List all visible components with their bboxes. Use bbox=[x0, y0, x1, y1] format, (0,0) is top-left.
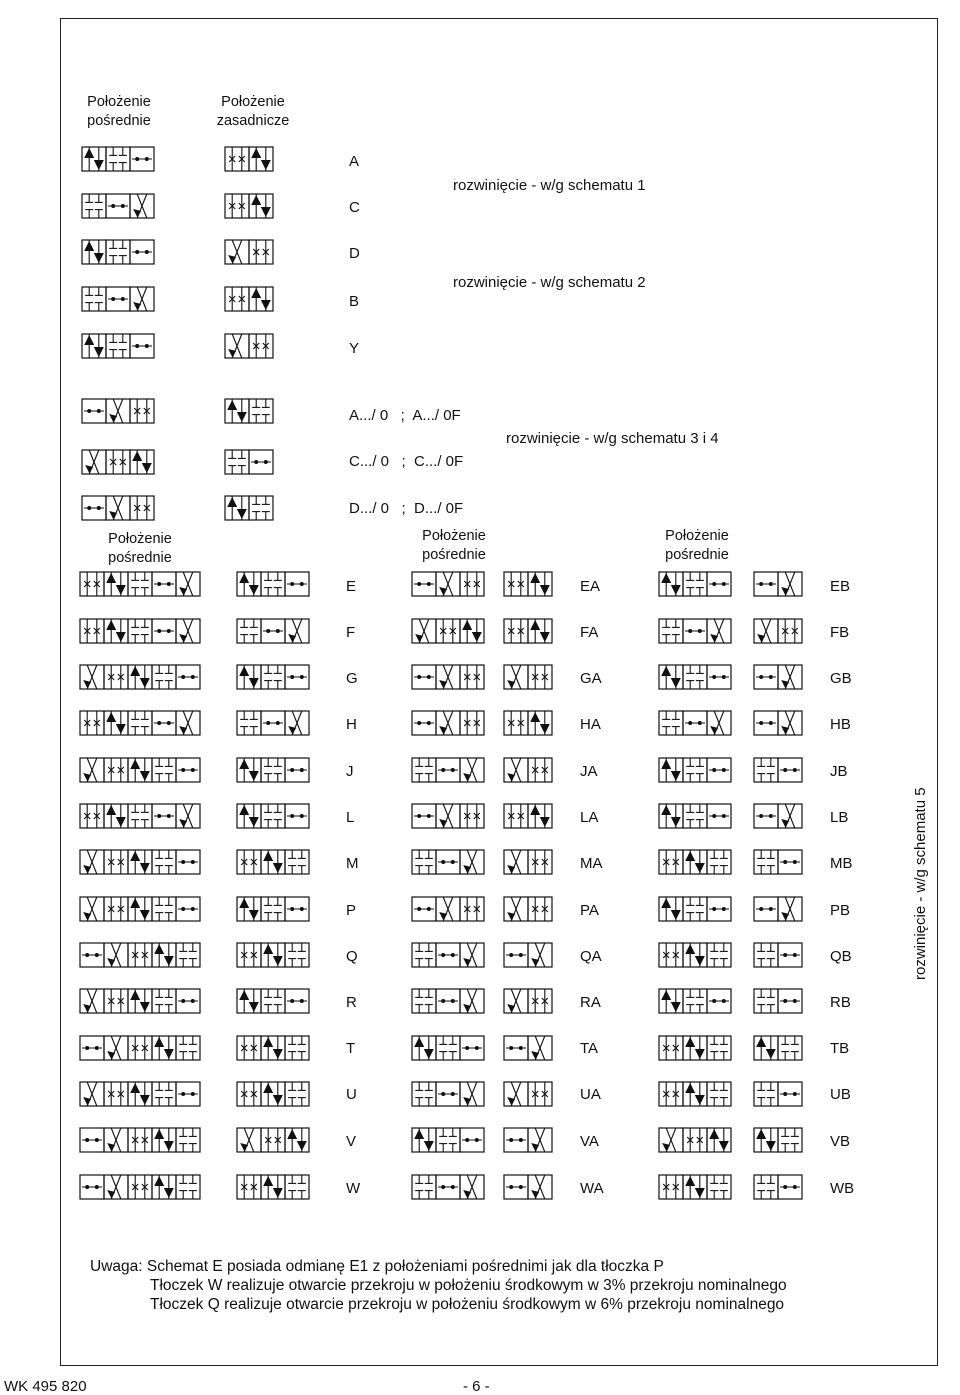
code-RB: RB bbox=[830, 994, 851, 1011]
valve-symbol-grid bbox=[655, 617, 735, 647]
code-M: M bbox=[346, 855, 359, 872]
code-A: A bbox=[349, 153, 360, 170]
code-FA: FA bbox=[580, 624, 599, 641]
code-HA: HA bbox=[580, 716, 601, 733]
valve-symbol-grid bbox=[655, 756, 735, 786]
valve-symbol-grid bbox=[500, 756, 556, 786]
valve-symbol-grid bbox=[655, 1173, 735, 1203]
valve-symbol-grid bbox=[655, 1126, 735, 1156]
code-line-A: A.../ 0 ; A.../ 0F bbox=[349, 407, 461, 424]
valve-symbol-grid bbox=[500, 1080, 556, 1110]
valve-symbol-grid bbox=[750, 987, 806, 1017]
valve-symbol-grid bbox=[233, 941, 313, 971]
valve-symbol-grid bbox=[750, 895, 806, 925]
valve-symbol-grid bbox=[500, 663, 556, 693]
code-HB: HB bbox=[830, 716, 851, 733]
valve-symbol-intermediate bbox=[78, 285, 158, 315]
code-FB: FB bbox=[830, 624, 850, 641]
valve-symbol-grid bbox=[408, 663, 488, 693]
valve-symbol-intermediate bbox=[78, 238, 158, 268]
valve-symbol-basic bbox=[221, 145, 277, 175]
document-number: WK 495 820 bbox=[4, 1378, 87, 1395]
code-J: J bbox=[346, 763, 354, 780]
valve-symbol-grid bbox=[408, 941, 488, 971]
valve-symbol-grid bbox=[655, 1080, 735, 1110]
code-R: R bbox=[346, 994, 357, 1011]
valve-symbol-grid bbox=[408, 617, 488, 647]
code-LA: LA bbox=[580, 809, 599, 826]
code-T: T bbox=[346, 1040, 356, 1057]
header-grid-mid: Położenie pośrednie bbox=[422, 528, 486, 563]
note-scheme-2: rozwinięcie - w/g schematu 2 bbox=[453, 274, 646, 291]
valve-symbol-grid bbox=[76, 1080, 204, 1110]
valve-symbol-grid bbox=[500, 1126, 556, 1156]
code-PA: PA bbox=[580, 902, 599, 919]
valve-symbol-basic bbox=[221, 494, 277, 524]
code-line-D: D.../ 0 ; D.../ 0F bbox=[349, 500, 464, 517]
code-GA: GA bbox=[580, 670, 602, 687]
valve-symbol-grid bbox=[76, 756, 204, 786]
code-WA: WA bbox=[580, 1180, 604, 1197]
valve-symbol-grid bbox=[655, 848, 735, 878]
valve-symbol-grid bbox=[76, 570, 204, 600]
note-scheme-3-4: rozwinięcie - w/g schematu 3 i 4 bbox=[506, 430, 719, 447]
code-PB: PB bbox=[830, 902, 851, 919]
code-W: W bbox=[346, 1180, 361, 1197]
valve-symbol-basic bbox=[221, 285, 277, 315]
code-B: B bbox=[349, 293, 360, 310]
valve-symbol-grid bbox=[76, 941, 204, 971]
notes-block bbox=[90, 1257, 787, 1314]
valve-symbol-grid bbox=[76, 987, 204, 1017]
valve-symbol-grid bbox=[233, 1034, 313, 1064]
code-D: D bbox=[349, 245, 360, 262]
code-V: V bbox=[346, 1133, 357, 1150]
valve-symbol-grid bbox=[750, 617, 806, 647]
header-intermediate-left: Położenie pośrednie bbox=[87, 94, 151, 129]
valve-symbol-grid bbox=[408, 1126, 488, 1156]
valve-symbol-grid bbox=[233, 663, 313, 693]
code-EB: EB bbox=[830, 578, 851, 595]
valve-symbol-grid bbox=[500, 709, 556, 739]
valve-symbol-grid bbox=[750, 941, 806, 971]
valve-symbol-grid bbox=[408, 987, 488, 1017]
valve-symbol-grid bbox=[500, 1173, 556, 1203]
valve-symbol-grid bbox=[76, 1173, 204, 1203]
code-MA: MA bbox=[580, 855, 603, 872]
valve-symbol-grid bbox=[76, 895, 204, 925]
valve-symbol-grid bbox=[233, 709, 313, 739]
valve-symbol-grid bbox=[408, 1034, 488, 1064]
code-H: H bbox=[346, 716, 357, 733]
header-grid-left: Położenie pośrednie bbox=[108, 531, 172, 566]
valve-symbol-intermediate bbox=[78, 448, 158, 478]
valve-symbol-grid bbox=[233, 1080, 313, 1110]
valve-symbol-grid bbox=[655, 895, 735, 925]
valve-symbol-grid bbox=[655, 663, 735, 693]
valve-symbol-grid bbox=[233, 617, 313, 647]
valve-symbol-grid bbox=[76, 802, 204, 832]
code-E: E bbox=[346, 578, 357, 595]
valve-symbol-grid bbox=[76, 1126, 204, 1156]
code-Y: Y bbox=[349, 340, 360, 357]
valve-symbol-basic bbox=[221, 448, 277, 478]
valve-symbol-grid bbox=[750, 1126, 806, 1156]
code-MB: MB bbox=[830, 855, 853, 872]
valve-symbol-grid bbox=[750, 1080, 806, 1110]
valve-symbol-grid bbox=[750, 709, 806, 739]
valve-symbol-grid bbox=[500, 802, 556, 832]
valve-symbol-grid bbox=[750, 570, 806, 600]
valve-symbol-grid bbox=[233, 987, 313, 1017]
valve-symbol-grid bbox=[750, 1034, 806, 1064]
code-WB: WB bbox=[830, 1180, 855, 1197]
side-note-scheme-5: rozwinięcie - w/g schematu 5 bbox=[912, 787, 929, 980]
code-EA: EA bbox=[580, 578, 601, 595]
valve-symbol-grid bbox=[500, 1034, 556, 1064]
valve-symbol-grid bbox=[750, 1173, 806, 1203]
note-scheme-1: rozwinięcie - w/g schematu 1 bbox=[453, 177, 646, 194]
valve-symbol-grid bbox=[76, 848, 204, 878]
valve-symbol-grid bbox=[233, 570, 313, 600]
code-P: P bbox=[346, 902, 357, 919]
valve-symbol-grid bbox=[500, 895, 556, 925]
code-VA: VA bbox=[580, 1133, 599, 1150]
valve-symbol-grid bbox=[76, 1034, 204, 1064]
code-G: G bbox=[346, 670, 358, 687]
valve-symbol-grid bbox=[750, 848, 806, 878]
valve-symbol-grid bbox=[76, 617, 204, 647]
code-L: L bbox=[346, 809, 355, 826]
header-basic-position: Położenie zasadnicze bbox=[216, 94, 290, 129]
valve-symbol-grid bbox=[76, 663, 204, 693]
code-LB: LB bbox=[830, 809, 849, 826]
valve-symbol-intermediate bbox=[78, 494, 158, 524]
valve-symbol-grid bbox=[408, 1080, 488, 1110]
header-grid-right: Położenie pośrednie bbox=[665, 528, 729, 563]
code-UA: UA bbox=[580, 1086, 601, 1103]
valve-symbol-grid bbox=[500, 617, 556, 647]
valve-symbol-grid bbox=[655, 709, 735, 739]
code-QB: QB bbox=[830, 948, 852, 965]
note-line: Tłoczek Q realizuje otwarcie przekroju w położeniu środkowym w 6% przekroju nominalnego bbox=[150, 1296, 785, 1313]
valve-symbol-grid bbox=[655, 1034, 735, 1064]
valve-symbol-grid bbox=[655, 987, 735, 1017]
code-GB: GB bbox=[830, 670, 852, 687]
page-number: - 6 - bbox=[463, 1378, 490, 1395]
code-RA: RA bbox=[580, 994, 601, 1011]
valve-symbol-grid bbox=[408, 1173, 488, 1203]
code-QA: QA bbox=[580, 948, 602, 965]
valve-symbol-grid bbox=[408, 848, 488, 878]
code-VB: VB bbox=[830, 1133, 851, 1150]
valve-symbol-grid bbox=[500, 941, 556, 971]
valve-symbol-grid bbox=[233, 1126, 313, 1156]
code-JA: JA bbox=[580, 763, 598, 780]
code-JB: JB bbox=[830, 763, 848, 780]
valve-symbol-grid bbox=[655, 570, 735, 600]
valve-symbol-grid bbox=[655, 941, 735, 971]
valve-symbol-basic bbox=[221, 192, 277, 222]
code-UB: UB bbox=[830, 1086, 851, 1103]
valve-symbol-grid bbox=[500, 570, 556, 600]
valve-symbol-grid bbox=[500, 848, 556, 878]
valve-symbol-grid bbox=[233, 848, 313, 878]
code-U: U bbox=[346, 1086, 357, 1103]
valve-symbol-intermediate bbox=[78, 332, 158, 362]
code-TA: TA bbox=[580, 1040, 599, 1057]
valve-symbol-grid bbox=[750, 802, 806, 832]
valve-symbol-grid bbox=[408, 570, 488, 600]
valve-symbol-grid bbox=[408, 895, 488, 925]
note-line: Tłoczek W realizuje otwarcie przekroju w położeniu środkowym w 3% przekroju nominalnego bbox=[150, 1277, 787, 1294]
valve-symbol-grid bbox=[500, 987, 556, 1017]
valve-symbol-grid bbox=[655, 802, 735, 832]
valve-symbol-grid bbox=[76, 709, 204, 739]
valve-symbol-grid bbox=[750, 663, 806, 693]
code-line-C: C.../ 0 ; C.../ 0F bbox=[349, 453, 464, 470]
code-F: F bbox=[346, 624, 356, 641]
code-Q: Q bbox=[346, 948, 358, 965]
valve-symbol-grid bbox=[233, 802, 313, 832]
valve-symbol-grid bbox=[408, 802, 488, 832]
valve-symbol-grid bbox=[233, 1173, 313, 1203]
note-line: Uwaga: Schemat E posiada odmianę E1 z położeniami pośrednimi jak dla tłoczka P bbox=[90, 1258, 664, 1275]
valve-symbol-grid bbox=[233, 895, 313, 925]
code-C: C bbox=[349, 199, 360, 216]
valve-symbol-intermediate bbox=[78, 192, 158, 222]
valve-symbol-grid bbox=[750, 756, 806, 786]
code-TB: TB bbox=[830, 1040, 850, 1057]
valve-symbol-basic bbox=[221, 238, 277, 268]
valve-symbol-intermediate bbox=[78, 397, 158, 427]
valve-symbol-intermediate bbox=[78, 145, 158, 175]
valve-symbol-basic bbox=[221, 332, 277, 362]
valve-symbol-basic bbox=[221, 397, 277, 427]
valve-symbol-grid bbox=[233, 756, 313, 786]
valve-symbol-grid bbox=[408, 756, 488, 786]
valve-symbol-grid bbox=[408, 709, 488, 739]
